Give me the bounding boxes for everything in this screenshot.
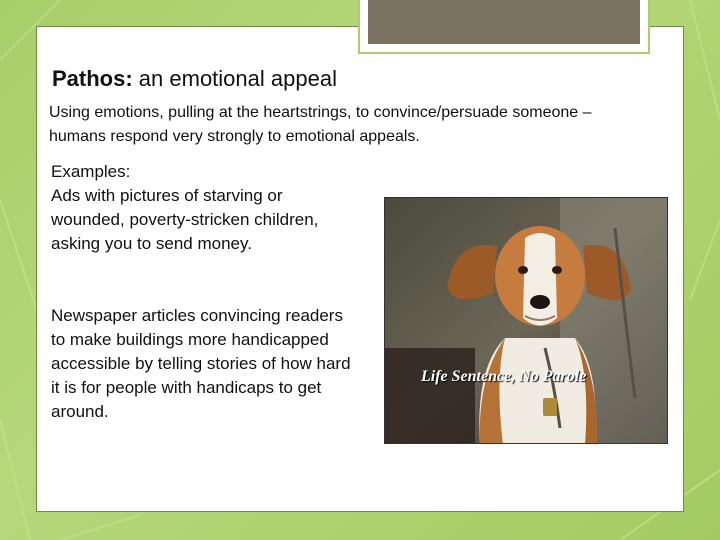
- intro-text: Using emotions, pulling at the heartstrings, to convince/persuade someone – humans respond very strongly to emotional appeals.: [49, 104, 592, 145]
- dog-illustration: [385, 198, 668, 444]
- heading-text: an emotional appeal: [132, 66, 337, 91]
- title-placeholder-fill: [368, 0, 640, 44]
- dog-photo: [384, 197, 668, 444]
- example-ads: Ads with pictures of starving or wounded, poverty-stricken children, asking you to send money.: [51, 186, 319, 253]
- photo-caption: Life Sentence, No Parole: [421, 368, 587, 385]
- slide-heading: [52, 66, 337, 92]
- examples-block: [51, 160, 351, 256]
- examples-title: Examples:: [51, 162, 131, 181]
- title-placeholder-box: [358, 0, 650, 54]
- heading-label: Pathos:: [52, 66, 133, 91]
- example-newspaper: Newspaper articles convincing readers to make buildings more handicapped accessible by telling stories of how hard it is for people with handicaps to get around.: [51, 306, 351, 421]
